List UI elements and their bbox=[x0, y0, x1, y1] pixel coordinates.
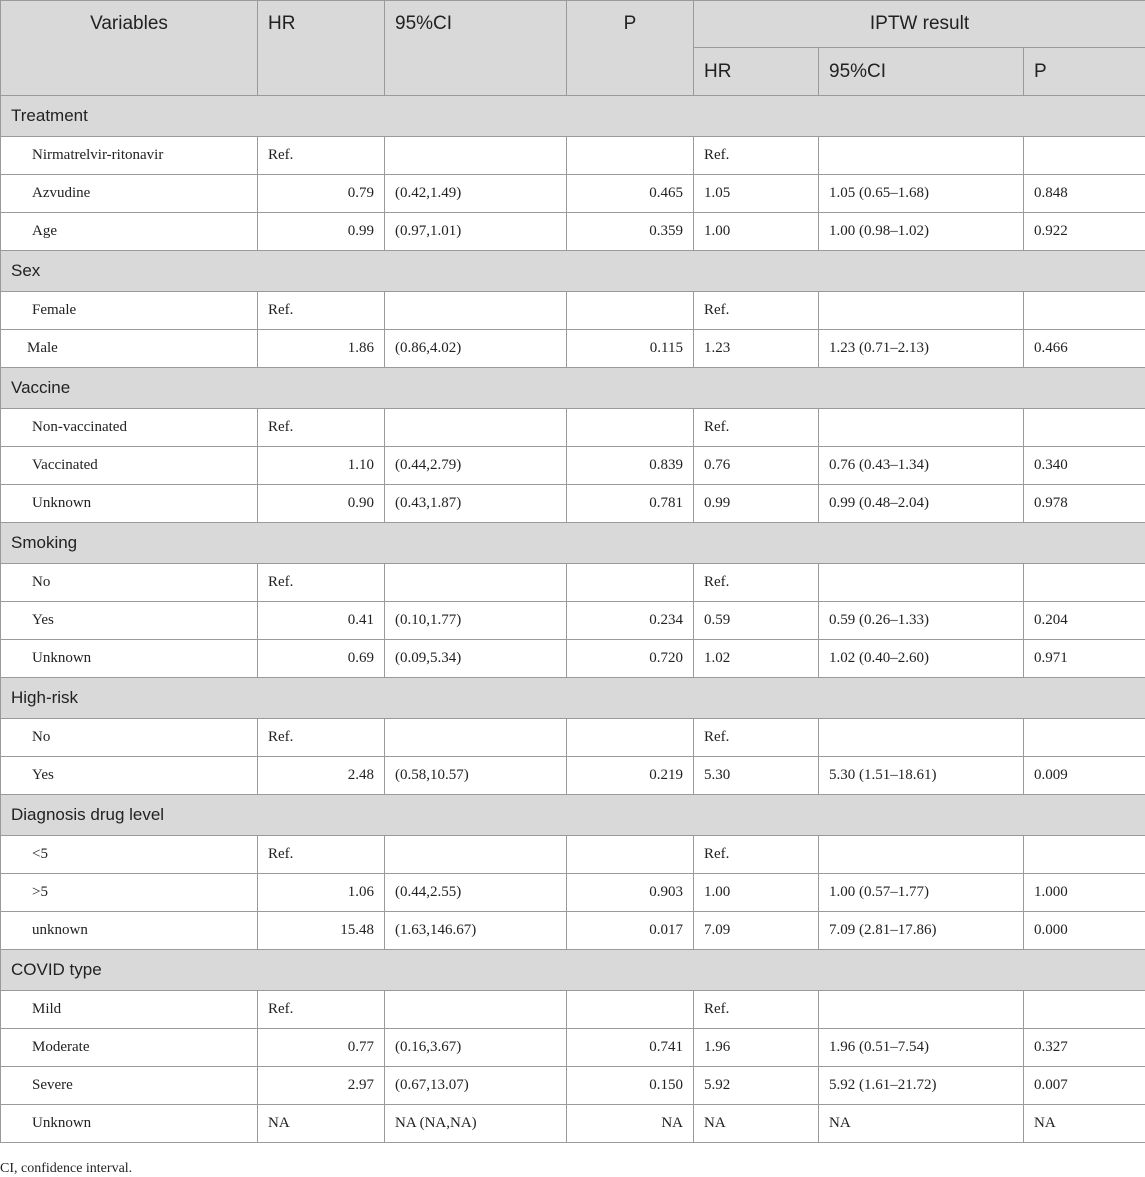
cell-iptw-p bbox=[1024, 719, 1145, 757]
table-row bbox=[1, 1029, 1145, 1067]
table-row bbox=[1, 757, 1145, 795]
group-header-row bbox=[1, 523, 1145, 564]
cell-iptw-ci: 1.00 (0.98–1.02) bbox=[819, 213, 1024, 251]
cell-iptw-ci: 0.59 (0.26–1.33) bbox=[819, 602, 1024, 640]
cell-ci bbox=[385, 292, 567, 330]
cell-iptw-hr: Ref. bbox=[694, 991, 819, 1029]
cell-ci: (0.67,13.07) bbox=[385, 1067, 567, 1105]
cell-variable: Unknown bbox=[1, 1105, 258, 1143]
table-row bbox=[1, 447, 1145, 485]
cell-p: 0.359 bbox=[567, 213, 694, 251]
cell-hr: 2.48 bbox=[258, 757, 385, 795]
cell-p: 0.720 bbox=[567, 640, 694, 678]
cell-p bbox=[567, 991, 694, 1029]
cell-iptw-ci: 0.76 (0.43–1.34) bbox=[819, 447, 1024, 485]
cell-iptw-hr: Ref. bbox=[694, 836, 819, 874]
table-row bbox=[1, 602, 1145, 640]
group-title: Treatment bbox=[1, 96, 1145, 137]
group-title: Sex bbox=[1, 251, 1145, 292]
cell-p: 0.234 bbox=[567, 602, 694, 640]
cell-iptw-hr: 0.99 bbox=[694, 485, 819, 523]
cell-iptw-ci bbox=[819, 991, 1024, 1029]
cell-p: 0.219 bbox=[567, 757, 694, 795]
cell-hr: 1.06 bbox=[258, 874, 385, 912]
table-row bbox=[1, 1105, 1145, 1143]
table-row bbox=[1, 213, 1145, 251]
cell-iptw-p: 0.327 bbox=[1024, 1029, 1145, 1067]
cell-hr: Ref. bbox=[258, 292, 385, 330]
cell-ci: (0.44,2.55) bbox=[385, 874, 567, 912]
cell-iptw-hr: Ref. bbox=[694, 137, 819, 175]
group-title: COVID type bbox=[1, 950, 1145, 991]
group-header-row bbox=[1, 950, 1145, 991]
cell-iptw-ci: 0.99 (0.48–2.04) bbox=[819, 485, 1024, 523]
header-hr: HR bbox=[258, 1, 385, 96]
cell-iptw-hr: 7.09 bbox=[694, 912, 819, 950]
cell-iptw-p: 0.848 bbox=[1024, 175, 1145, 213]
cell-hr: 0.79 bbox=[258, 175, 385, 213]
cell-iptw-ci: 1.96 (0.51–7.54) bbox=[819, 1029, 1024, 1067]
table-body bbox=[1, 96, 1145, 1143]
cell-variable: unknown bbox=[1, 912, 258, 950]
cell-p bbox=[567, 719, 694, 757]
cell-hr: 15.48 bbox=[258, 912, 385, 950]
cell-variable: <5 bbox=[1, 836, 258, 874]
table-footnote: CI, confidence interval. bbox=[0, 1161, 133, 1176]
cell-iptw-ci: 1.05 (0.65–1.68) bbox=[819, 175, 1024, 213]
cell-p bbox=[567, 292, 694, 330]
header-ci: 95%CI bbox=[385, 1, 567, 96]
table-row bbox=[1, 640, 1145, 678]
cell-variable: Yes bbox=[1, 757, 258, 795]
cell-iptw-p: 0.009 bbox=[1024, 757, 1145, 795]
cell-iptw-hr: 1.02 bbox=[694, 640, 819, 678]
cell-p bbox=[567, 564, 694, 602]
cell-hr: Ref. bbox=[258, 137, 385, 175]
cell-hr: 0.41 bbox=[258, 602, 385, 640]
header-iptw-ci: 95%CI bbox=[819, 48, 1024, 96]
cell-variable: Mild bbox=[1, 991, 258, 1029]
cell-p: 0.017 bbox=[567, 912, 694, 950]
cell-hr: 1.10 bbox=[258, 447, 385, 485]
cell-iptw-hr: 1.00 bbox=[694, 874, 819, 912]
cell-iptw-ci bbox=[819, 564, 1024, 602]
cell-ci bbox=[385, 719, 567, 757]
cell-hr: 0.77 bbox=[258, 1029, 385, 1067]
cell-iptw-p: 0.000 bbox=[1024, 912, 1145, 950]
table-row bbox=[1, 1067, 1145, 1105]
cell-hr: 1.86 bbox=[258, 330, 385, 368]
cell-iptw-p bbox=[1024, 409, 1145, 447]
cell-ci: (0.09,5.34) bbox=[385, 640, 567, 678]
cell-iptw-hr: 1.05 bbox=[694, 175, 819, 213]
cell-iptw-p: 0.978 bbox=[1024, 485, 1145, 523]
cell-iptw-p bbox=[1024, 991, 1145, 1029]
cell-iptw-p: 0.922 bbox=[1024, 213, 1145, 251]
cell-iptw-ci bbox=[819, 137, 1024, 175]
cell-ci bbox=[385, 137, 567, 175]
cell-iptw-hr: Ref. bbox=[694, 719, 819, 757]
cell-iptw-hr: Ref. bbox=[694, 409, 819, 447]
cell-iptw-p: NA bbox=[1024, 1105, 1145, 1143]
cell-variable: Moderate bbox=[1, 1029, 258, 1067]
cell-p: 0.903 bbox=[567, 874, 694, 912]
cell-iptw-ci bbox=[819, 292, 1024, 330]
header-p: P bbox=[567, 1, 694, 96]
cell-variable: Vaccinated bbox=[1, 447, 258, 485]
cell-iptw-hr: 5.92 bbox=[694, 1067, 819, 1105]
cell-iptw-hr: Ref. bbox=[694, 564, 819, 602]
cell-iptw-p: 1.000 bbox=[1024, 874, 1145, 912]
cell-ci: (0.86,4.02) bbox=[385, 330, 567, 368]
table-row bbox=[1, 564, 1145, 602]
table-row bbox=[1, 912, 1145, 950]
cell-iptw-p: 0.971 bbox=[1024, 640, 1145, 678]
cell-iptw-hr: 0.59 bbox=[694, 602, 819, 640]
cell-p: 0.115 bbox=[567, 330, 694, 368]
cell-ci: (0.16,3.67) bbox=[385, 1029, 567, 1067]
group-header-row bbox=[1, 96, 1145, 137]
table-row bbox=[1, 719, 1145, 757]
group-title: Vaccine bbox=[1, 368, 1145, 409]
table-row bbox=[1, 292, 1145, 330]
group-title: Diagnosis drug level bbox=[1, 795, 1145, 836]
table-row bbox=[1, 991, 1145, 1029]
cell-iptw-hr: 1.23 bbox=[694, 330, 819, 368]
cell-iptw-p: 0.466 bbox=[1024, 330, 1145, 368]
cell-hr: 0.90 bbox=[258, 485, 385, 523]
cell-iptw-ci: 5.30 (1.51–18.61) bbox=[819, 757, 1024, 795]
cell-iptw-p bbox=[1024, 836, 1145, 874]
table-row bbox=[1, 137, 1145, 175]
cell-iptw-ci: 1.02 (0.40–2.60) bbox=[819, 640, 1024, 678]
cell-iptw-ci: NA bbox=[819, 1105, 1024, 1143]
cell-iptw-p: 0.204 bbox=[1024, 602, 1145, 640]
cell-hr: Ref. bbox=[258, 564, 385, 602]
cell-p: 0.741 bbox=[567, 1029, 694, 1067]
cell-iptw-hr: 1.96 bbox=[694, 1029, 819, 1067]
cell-iptw-p bbox=[1024, 564, 1145, 602]
cell-iptw-ci: 1.00 (0.57–1.77) bbox=[819, 874, 1024, 912]
cell-iptw-hr: NA bbox=[694, 1105, 819, 1143]
cell-p bbox=[567, 409, 694, 447]
cell-ci: (0.97,1.01) bbox=[385, 213, 567, 251]
cell-iptw-ci: 7.09 (2.81–17.86) bbox=[819, 912, 1024, 950]
cell-iptw-ci: 1.23 (0.71–2.13) bbox=[819, 330, 1024, 368]
cell-p bbox=[567, 836, 694, 874]
cell-hr: NA bbox=[258, 1105, 385, 1143]
header-iptw-hr: HR bbox=[694, 48, 819, 96]
cell-iptw-hr: 1.00 bbox=[694, 213, 819, 251]
cell-hr: 2.97 bbox=[258, 1067, 385, 1105]
cell-variable: Nirmatrelvir-ritonavir bbox=[1, 137, 258, 175]
cell-ci: NA (NA,NA) bbox=[385, 1105, 567, 1143]
cell-ci bbox=[385, 409, 567, 447]
cell-ci: (1.63,146.67) bbox=[385, 912, 567, 950]
group-header-row bbox=[1, 795, 1145, 836]
cell-hr: Ref. bbox=[258, 719, 385, 757]
table-row bbox=[1, 409, 1145, 447]
cell-iptw-hr: 5.30 bbox=[694, 757, 819, 795]
cell-variable: Non-vaccinated bbox=[1, 409, 258, 447]
group-header-row bbox=[1, 368, 1145, 409]
cell-hr: 0.99 bbox=[258, 213, 385, 251]
cell-ci bbox=[385, 991, 567, 1029]
cell-variable: Male bbox=[1, 330, 258, 368]
cell-ci: (0.58,10.57) bbox=[385, 757, 567, 795]
cell-iptw-p bbox=[1024, 137, 1145, 175]
cell-variable: >5 bbox=[1, 874, 258, 912]
cell-variable: No bbox=[1, 719, 258, 757]
group-header-row bbox=[1, 678, 1145, 719]
cell-p: 0.781 bbox=[567, 485, 694, 523]
cell-iptw-p bbox=[1024, 292, 1145, 330]
cell-p bbox=[567, 137, 694, 175]
table-row bbox=[1, 485, 1145, 523]
cell-p: 0.150 bbox=[567, 1067, 694, 1105]
cell-variable: Age bbox=[1, 213, 258, 251]
cell-hr: Ref. bbox=[258, 409, 385, 447]
cell-variable: Female bbox=[1, 292, 258, 330]
cell-variable: Azvudine bbox=[1, 175, 258, 213]
cell-ci bbox=[385, 836, 567, 874]
table-row bbox=[1, 330, 1145, 368]
header-variables: Variables bbox=[1, 1, 258, 96]
cell-iptw-hr: 0.76 bbox=[694, 447, 819, 485]
cell-iptw-hr: Ref. bbox=[694, 292, 819, 330]
cell-p: 0.465 bbox=[567, 175, 694, 213]
header-iptw-p: P bbox=[1024, 48, 1145, 96]
group-title: Smoking bbox=[1, 523, 1145, 564]
cell-iptw-ci: 5.92 (1.61–21.72) bbox=[819, 1067, 1024, 1105]
cell-hr: Ref. bbox=[258, 991, 385, 1029]
cell-p: NA bbox=[567, 1105, 694, 1143]
cell-hr: Ref. bbox=[258, 836, 385, 874]
cell-variable: Yes bbox=[1, 602, 258, 640]
cell-variable: Unknown bbox=[1, 485, 258, 523]
cell-ci: (0.44,2.79) bbox=[385, 447, 567, 485]
cell-ci: (0.42,1.49) bbox=[385, 175, 567, 213]
cell-variable: Unknown bbox=[1, 640, 258, 678]
cell-iptw-ci bbox=[819, 409, 1024, 447]
cell-ci: (0.10,1.77) bbox=[385, 602, 567, 640]
table-header bbox=[1, 1, 1145, 96]
group-title: High-risk bbox=[1, 678, 1145, 719]
cell-iptw-p: 0.340 bbox=[1024, 447, 1145, 485]
cell-iptw-ci bbox=[819, 836, 1024, 874]
cell-p: 0.839 bbox=[567, 447, 694, 485]
cell-iptw-ci bbox=[819, 719, 1024, 757]
table-row bbox=[1, 836, 1145, 874]
cell-variable: Severe bbox=[1, 1067, 258, 1105]
cell-hr: 0.69 bbox=[258, 640, 385, 678]
cell-ci bbox=[385, 564, 567, 602]
header-iptw-result: IPTW result bbox=[694, 1, 1145, 48]
table-row bbox=[1, 874, 1145, 912]
cell-ci: (0.43,1.87) bbox=[385, 485, 567, 523]
cell-iptw-p: 0.007 bbox=[1024, 1067, 1145, 1105]
cell-variable: No bbox=[1, 564, 258, 602]
table-row bbox=[1, 175, 1145, 213]
group-header-row bbox=[1, 251, 1145, 292]
